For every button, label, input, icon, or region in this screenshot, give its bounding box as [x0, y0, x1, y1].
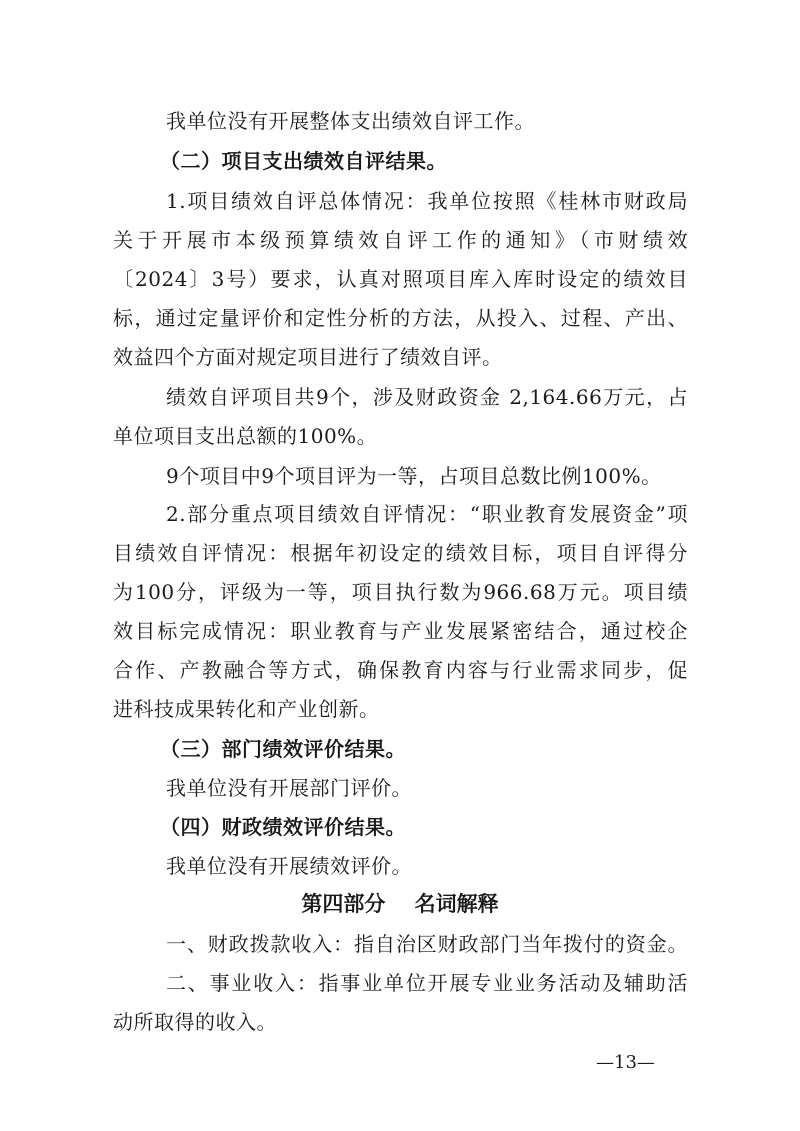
- paragraph-line: 合作、产教融合等方式，确保教育内容与行业需求同步，促: [113, 658, 688, 682]
- subsection-heading: （三）部门绩效评价结果。: [160, 737, 406, 761]
- paragraph-line: 单位项目支出总额的100%。: [113, 424, 378, 448]
- paragraph-line: 标，通过定量评价和定性分析的方法，从投入、过程、产出、: [113, 306, 688, 330]
- paragraph-line: 动所取得的收入。: [113, 1010, 277, 1034]
- paragraph-line: 我单位没有开展整体支出绩效自评工作。: [166, 109, 535, 133]
- paragraph-line: 〔2024〕3号）要求，认真对照项目库入库时设定的绩效目: [113, 267, 688, 291]
- paragraph-line: 2.部分重点项目绩效自评情况：“职业教育发展资金”项: [166, 502, 688, 526]
- paragraph-line: 1.项目绩效自评总体情况：我单位按照《桂林市财政局: [166, 189, 688, 213]
- paragraph-line: 我单位没有开展部门评价。: [166, 776, 412, 800]
- paragraph-line: 绩效自评项目共9个，涉及财政资金 2,164.66万元，占: [166, 385, 688, 409]
- paragraph-line: 我单位没有开展绩效评价。: [166, 854, 412, 878]
- paragraph-line: 关于开展市本级预算绩效自评工作的通知》（市财绩效: [113, 228, 688, 252]
- paragraph-line: 效目标完成情况：职业教育与产业发展紧密结合，通过校企: [113, 619, 688, 643]
- section-title: 第四部分 名词解释: [301, 892, 499, 916]
- paragraph-line: 二、事业收入：指事业单位开展专业业务活动及辅助活: [166, 971, 688, 995]
- paragraph-line: 效益四个方面对规定项目进行了绩效自评。: [113, 345, 503, 369]
- paragraph-line: 进科技成果转化和产业创新。: [113, 697, 380, 721]
- page-number: —13—: [596, 1052, 655, 1073]
- subsection-heading: （二）项目支出绩效自评结果。: [160, 149, 447, 173]
- paragraph-line: 一、财政拨款收入：指自治区财政部门当年拨付的资金。: [166, 932, 688, 956]
- paragraph-line: 为100分，评级为一等，项目执行数为966.68万元。项目绩: [113, 580, 688, 604]
- paragraph-line: 9个项目中9个项目评为一等，占项目总数比例100%。: [166, 464, 662, 488]
- paragraph-line: 目绩效自评情况：根据年初设定的绩效目标，项目自评得分: [113, 541, 688, 565]
- subsection-heading: （四）财政绩效评价结果。: [160, 815, 406, 839]
